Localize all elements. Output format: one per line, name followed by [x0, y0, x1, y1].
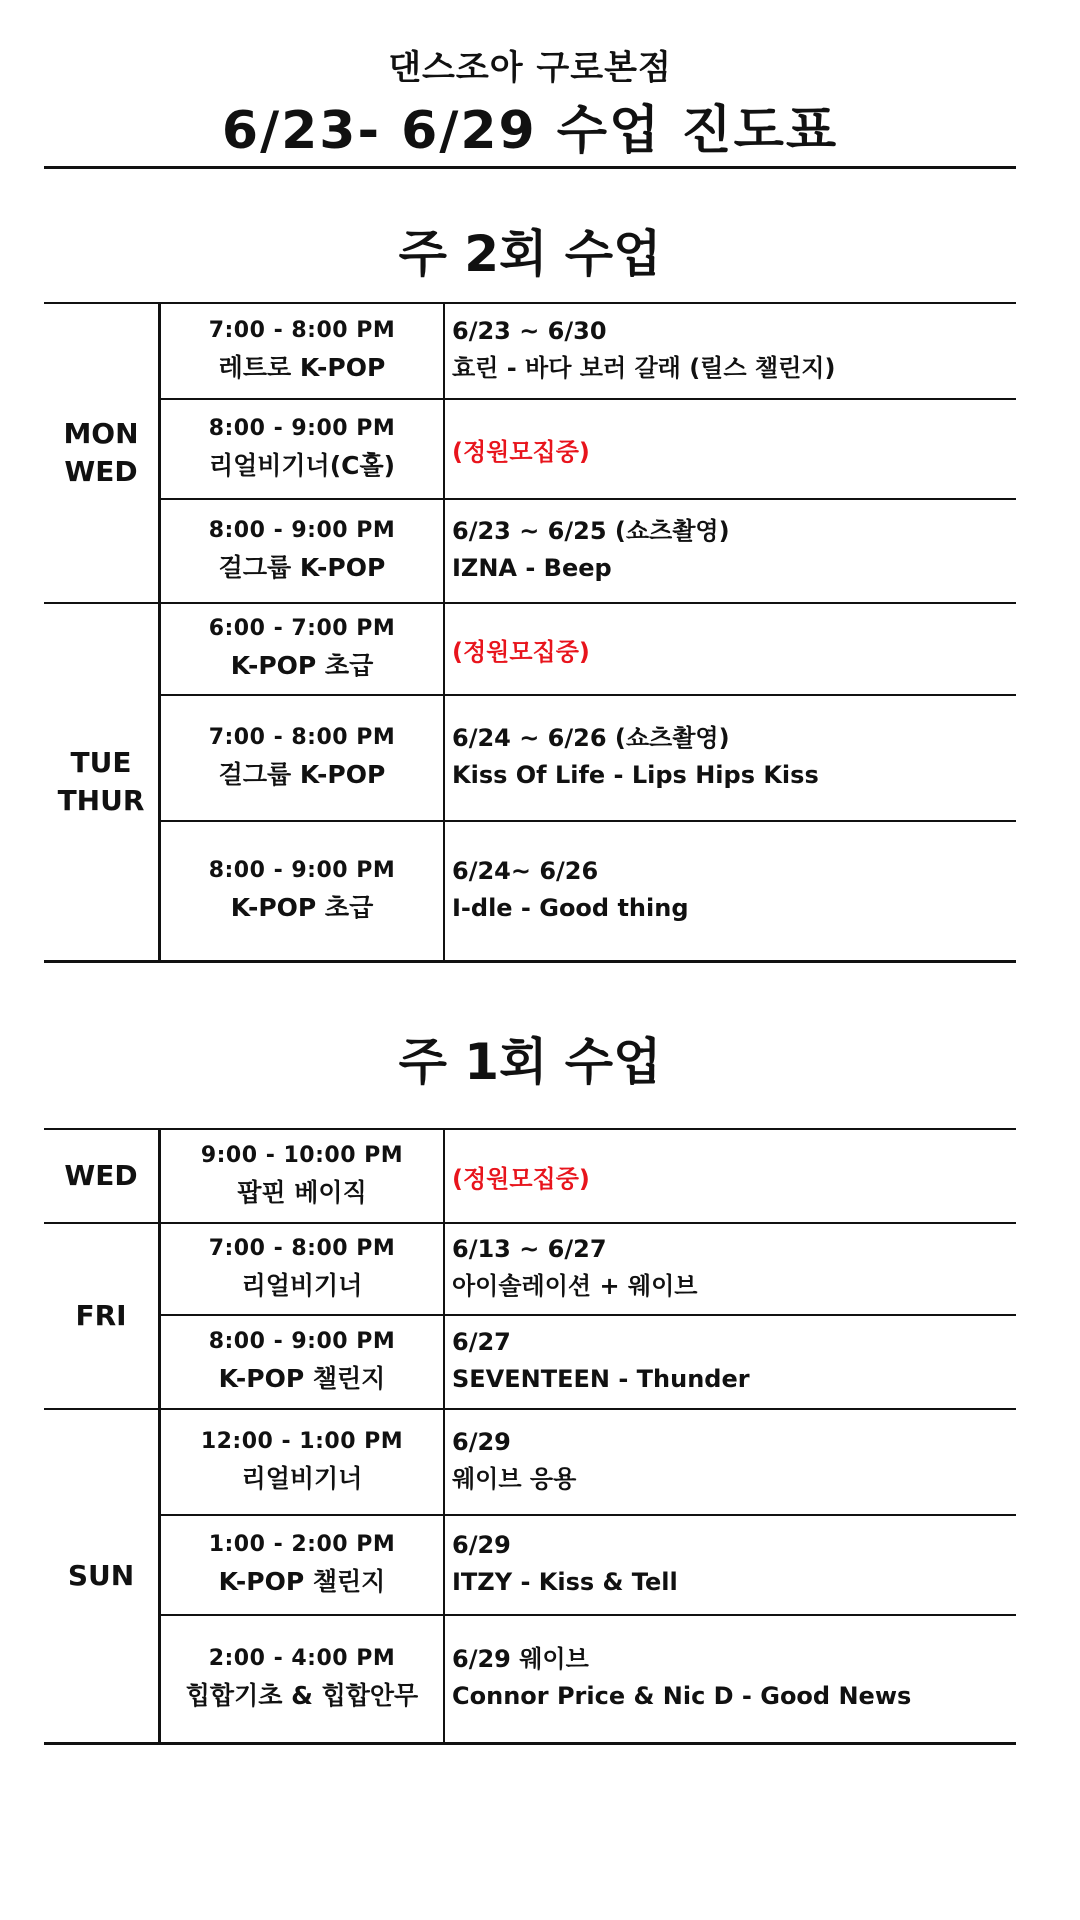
class-name: K-POP 초급: [230, 892, 374, 922]
time-cell: [160, 1223, 445, 1315]
table-row: [44, 1409, 1016, 1515]
class-time: 8:00 - 9:00 PM: [208, 416, 396, 441]
schedule-table-twice-weekly: [44, 302, 1016, 963]
info-cell: [444, 821, 1016, 961]
day-label: TUE: [70, 745, 132, 779]
class-time: 7:00 - 8:00 PM: [208, 318, 396, 343]
class-dates: 6/29: [452, 1428, 511, 1456]
table-row: [44, 399, 1016, 499]
time-cell: [160, 303, 445, 399]
info-cell: [444, 603, 1016, 695]
class-name: 리얼비기너(C홀): [208, 451, 396, 480]
class-name: 리얼비기너: [241, 1464, 363, 1493]
info-cell: [444, 1409, 1016, 1515]
class-song: IZNA - Beep: [452, 554, 612, 582]
info-cell: [444, 399, 1016, 499]
class-time: 9:00 - 10:00 PM: [200, 1143, 404, 1168]
day-label: WED: [64, 455, 138, 488]
class-name: 레트로 K-POP: [218, 353, 386, 382]
time-cell: [160, 695, 445, 821]
header-divider: [44, 166, 1016, 169]
table-row: [44, 603, 1016, 695]
class-dates: 6/29 웨이브: [452, 1644, 589, 1673]
class-name: 팝핀 베이직: [237, 1178, 367, 1207]
time-cell: [160, 499, 445, 603]
time-cell: [160, 1129, 445, 1223]
table-row: [44, 1129, 1016, 1223]
recruiting-status: (정원모집중): [452, 637, 590, 666]
class-dates: 6/23 ~ 6/25 (쇼츠촬영): [452, 517, 730, 545]
info-cell: [444, 303, 1016, 399]
info-cell: [444, 1223, 1016, 1315]
recruiting-status: (정원모집중): [452, 1164, 590, 1193]
class-dates: 6/29: [452, 1531, 511, 1559]
day-cell-mon-wed: [44, 303, 160, 603]
class-time: 1:00 - 2:00 PM: [208, 1532, 396, 1557]
table-row: [44, 1223, 1016, 1315]
class-song: 웨이브 응용: [452, 1465, 577, 1493]
day-cell-wed: [44, 1129, 160, 1223]
day-cell-sun: [44, 1409, 160, 1743]
class-time: 7:00 - 8:00 PM: [208, 1236, 396, 1261]
class-time: 8:00 - 9:00 PM: [208, 1329, 396, 1354]
time-cell: [160, 821, 445, 961]
info-cell: [444, 499, 1016, 603]
class-song: Connor Price & Nic D - Good News: [452, 1681, 912, 1710]
class-name: K-POP 챌린지: [218, 1567, 386, 1596]
class-song: 효린 - 바다 보러 갈래 (릴스 챌린지): [452, 354, 836, 382]
class-time: 8:00 - 9:00 PM: [208, 857, 396, 883]
table-row: [44, 303, 1016, 399]
day-label: THUR: [57, 783, 145, 817]
table-row: [44, 695, 1016, 821]
class-song: SEVENTEEN - Thunder: [452, 1365, 750, 1393]
store-name: 댄스조아 구로본점: [388, 48, 672, 88]
time-cell: [160, 603, 445, 695]
info-cell: [444, 1129, 1016, 1223]
info-cell: [444, 1615, 1016, 1743]
class-dates: 6/27: [452, 1328, 511, 1356]
class-song: I-dle - Good thing: [452, 893, 689, 922]
day-label: SUN: [67, 1558, 135, 1592]
page-title: 6/23- 6/29 수업 진도표: [221, 101, 839, 161]
section-title-twice-weekly: 주 2회 수업: [398, 225, 662, 283]
class-name: 리얼비기너: [241, 1271, 363, 1300]
day-label: WED: [64, 1159, 138, 1192]
class-time: 2:00 - 4:00 PM: [208, 1645, 396, 1671]
time-cell: [160, 1515, 445, 1615]
class-name: K-POP 초급: [230, 651, 374, 680]
day-cell-fri: [44, 1223, 160, 1409]
class-time: 7:00 - 8:00 PM: [208, 725, 396, 750]
class-name: K-POP 챌린지: [218, 1364, 386, 1393]
table-row: [44, 499, 1016, 603]
time-cell: [160, 1409, 445, 1515]
class-name: 걸그룹 K-POP: [218, 760, 386, 789]
class-dates: 6/13 ~ 6/27: [452, 1235, 607, 1263]
class-time: 8:00 - 9:00 PM: [208, 518, 396, 543]
class-song: Kiss Of Life - Lips Hips Kiss: [452, 761, 819, 789]
info-cell: [444, 1515, 1016, 1615]
class-dates: 6/24~ 6/26: [452, 856, 599, 885]
recruiting-status: (정원모집중): [452, 437, 590, 466]
class-dates: 6/23 ~ 6/30: [452, 317, 607, 345]
time-cell: [160, 399, 445, 499]
class-song: ITZY - Kiss & Tell: [452, 1568, 678, 1596]
table-row: [44, 1315, 1016, 1409]
info-cell: [444, 1315, 1016, 1409]
info-cell: [444, 695, 1016, 821]
table-row: [44, 821, 1016, 961]
class-time: 12:00 - 1:00 PM: [200, 1429, 404, 1454]
schedule-table-once-weekly: [44, 1128, 1016, 1745]
class-name: 힙합기초 & 힙합안무: [185, 1680, 419, 1710]
section-title-once-weekly: 주 1회 수업: [398, 1033, 662, 1091]
time-cell: [160, 1315, 445, 1409]
table-row: [44, 1615, 1016, 1743]
day-label: MON: [63, 417, 139, 450]
table-row: [44, 1515, 1016, 1615]
day-label: FRI: [75, 1299, 127, 1332]
day-cell-tue-thur: [44, 603, 160, 961]
class-dates: 6/24 ~ 6/26 (쇼츠촬영): [452, 724, 730, 752]
class-name: 걸그룹 K-POP: [218, 553, 386, 582]
class-song: 아이솔레이션 + 웨이브: [452, 1272, 698, 1300]
time-cell: [160, 1615, 445, 1743]
class-time: 6:00 - 7:00 PM: [208, 616, 396, 641]
